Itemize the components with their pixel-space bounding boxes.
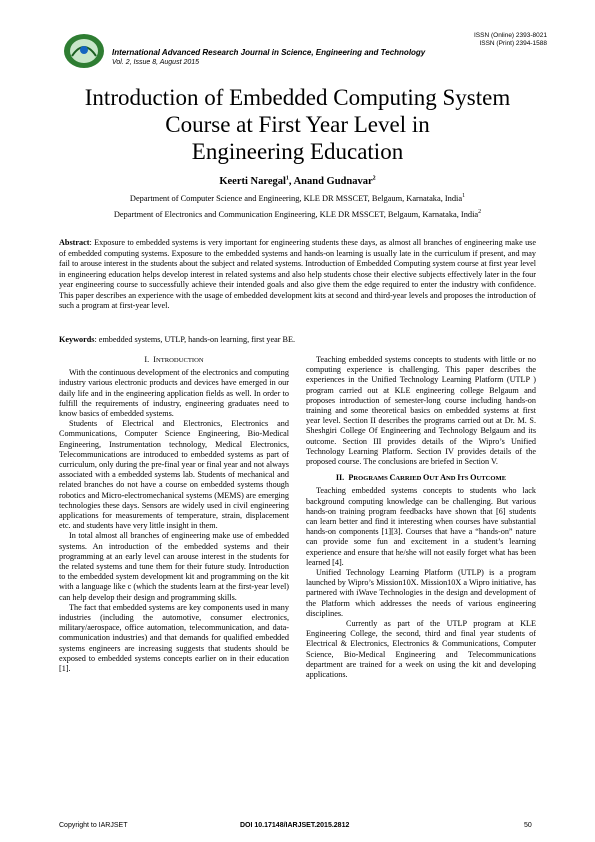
paper-title [40, 84, 555, 165]
title-line-2: Course at First Year Level in [165, 112, 430, 137]
author-2: Anand Gudnavar [293, 176, 373, 187]
section-2-title-part: UTCOME [476, 475, 507, 483]
section-2-title-part: A [440, 473, 447, 483]
section-2-heading [306, 473, 536, 484]
issn-print: ISSN (Print) 2394-1588 [479, 40, 547, 47]
affiliation-2-text: Department of Electronics and Communication Engineering, KLE DR MSSCET, Belgaum, Karnataka, India [113, 210, 479, 219]
affiliation-1-text: Department of Computer Science and Engineering, KLE DR MSSCET, Belgaum, Karnataka, India [129, 194, 463, 203]
section-2-title-part: ARRIED [395, 475, 424, 483]
section-2-title-part: O [470, 473, 477, 483]
section-2-title-part: O [423, 473, 430, 483]
keywords-label: Keywords [59, 335, 95, 344]
authors [40, 176, 555, 187]
footer-page-number: 50 [524, 822, 532, 829]
keywords [59, 335, 536, 346]
left-paragraph-4: The fact that embedded systems are key components used in many industries (including the automotive, consumer electronics, military/aerospace, office automation, telecommunication, and data-communication industries) and that demands for qualified embedded systems engineers are increasing suggests that students should be exposed to embedded systems concepts earlier on in their education [1]. [59, 602, 289, 674]
footer-copyright: Copyright to IARJSET [59, 822, 128, 829]
section-1-first: I [153, 355, 156, 364]
affiliation-1-sup: 1 [462, 193, 466, 200]
right-paragraph-2: Teaching embedded systems concepts to students who lack background computing knowledge can be challenging. But various hands-on training program feedbacks have shown that [6] students can learn better and find it interesting when courses have substantial hands-on components [1][3]. Courses that have a “hands-on” nature can provide some fun and excitement in a student’s learning experience and ensure that he/she will not easily forget what has been learned [4]. [306, 486, 536, 567]
title-line-3: Engineering Education [191, 139, 404, 164]
author-sep: , [288, 176, 294, 187]
section-2-title-part: UT [429, 475, 441, 483]
left-paragraph-3: In total almost all branches of engineering make use of embedded systems. An introduction of the embedded systems and their programming at an early level can arouse interest in the students for the related systems and tune them for their future study. Introduction to the embedded system development kit and programming on the kit with a language like c (which the students learn at the first-year level) can help develop their design and programming skills. [59, 531, 289, 602]
section-2-title-part: C [389, 473, 396, 483]
section-2-title-part: ND [446, 475, 458, 483]
author-2-sup: 2 [372, 175, 376, 182]
left-paragraph-1: With the continuous development of the electronics and computing industry various electronic products and devices have emerged in our daily life and in the engineering application fields as well. In order to fulfill the requirements of industry, engineering graduates need to know basics of embedded systems. [59, 368, 289, 419]
section-1-heading [59, 355, 289, 366]
section-1-rest: NTRODUCTION [155, 357, 204, 364]
volume-issue: Vol. 2, Issue 8, August 2015 [112, 59, 200, 66]
affiliation-1 [40, 194, 555, 203]
journal-logo-icon [62, 32, 106, 70]
author-1: Keerti Naregal [219, 176, 286, 187]
footer-doi: DOI 10.17148/IARJSET.2015.2812 [240, 822, 350, 829]
issn-online: ISSN (Online) 2393-8021 [474, 32, 547, 39]
journal-name: International Advanced Research Journal in Science, Engineering and Technology [112, 48, 426, 57]
left-column [59, 355, 289, 674]
right-column [306, 355, 536, 680]
abstract-text: : Exposure to embedded systems is very important for engineering students these days, as almost all branches of engineering make use of embedded computing systems. Exposure to the embedded systems and hands-on learning is usually late in the curriculum if present, and may fail to arouse interest in the students about the subject and related systems. Introduction of Embedded Computing system course at first year level in engineering education helps develop interest in related systems and also help students chose their elective subjects effectively later in the four year engineering course to successfully achieve their intended goals and also give them the edge required to enter the industry with confidence. This paper describes an experience with the usage of embedded development kits at second and third-year levels and proposes the introduction of such a program at first-year level. [59, 238, 536, 310]
section-2-title-part: P [348, 473, 354, 483]
abstract-label: Abstract [59, 238, 90, 247]
section-2-title [348, 473, 506, 482]
affiliation-2 [40, 210, 555, 219]
issn-block [474, 32, 547, 48]
right-paragraph-1: Teaching embedded systems concepts to students with little or no computing experience is challenging. This paper describes the experiences in the Unified Technology Learning Platform (UTLP ) program carried out at KLE engineering college Belgaum and proposes introduction of semester-long course including hands-on training and some theoretical basics on embedded systems at first year level. Section II describes the programs carried out at Dr. M. S. Sheshgiri College Of Engineering and Technology Belgaum and its outcome. Section III provides details of the Wipro’s Unified Technology Learning Platform. Section IV provides details of the proposed course. The conclusions are briefed in Section V. [306, 355, 536, 467]
keywords-text: : embedded systems, UTLP, hands-on learning, first year BE. [94, 335, 296, 344]
right-paragraph-4: Currently as part of the UTLP program at KLE Engineering College, the second, third and final year students of Electrical & Electronics, Electronics & Communications, Computer Science, Bio-Medical Engineering and Telecommunications department are trained for a week on using the kit and developing applications. [306, 619, 536, 680]
section-2-title-part: I [457, 473, 461, 483]
section-2-number: II. [335, 473, 345, 483]
title-line-1: Introduction of Embedded Computing System [84, 85, 511, 110]
section-1-number: I. [144, 355, 150, 364]
author-1-sup: 1 [285, 175, 289, 182]
right-paragraph-3: Unified Technology Learning Platform (UTLP) is a program launched by Wipro’s Mission10X. Mission10X a Wipro initiative, has partnered with iWave Technologies in the design and development of the Platform which addresses the needs of various engineering disciplines. [306, 568, 536, 618]
section-2-title-part: ROGRAMS [353, 475, 390, 483]
affiliation-2-sup: 2 [478, 209, 482, 216]
section-2-title-part: TS [460, 475, 471, 483]
left-paragraph-2: Students of Electrical and Electronics, Electronics and Communications, Computer Science Engineering, Bio-Medical Engineering, Instrumentation technology, Medical Electronics, Telecommunications are introduced to embedded systems as part of curriculum, only during the pre-final year or final year and not always associated with a embedded systems lab. Students of mechanical and related branches do not have a course on embedded systems though robotics and Micro-electromechanical systems (MEMS) are emerging technologies these days. Sensors are widely used in civil engineering applications for measurements of temperature, strain, displacement etc. and students have very little insight in them. [59, 419, 289, 531]
abstract [59, 238, 536, 312]
